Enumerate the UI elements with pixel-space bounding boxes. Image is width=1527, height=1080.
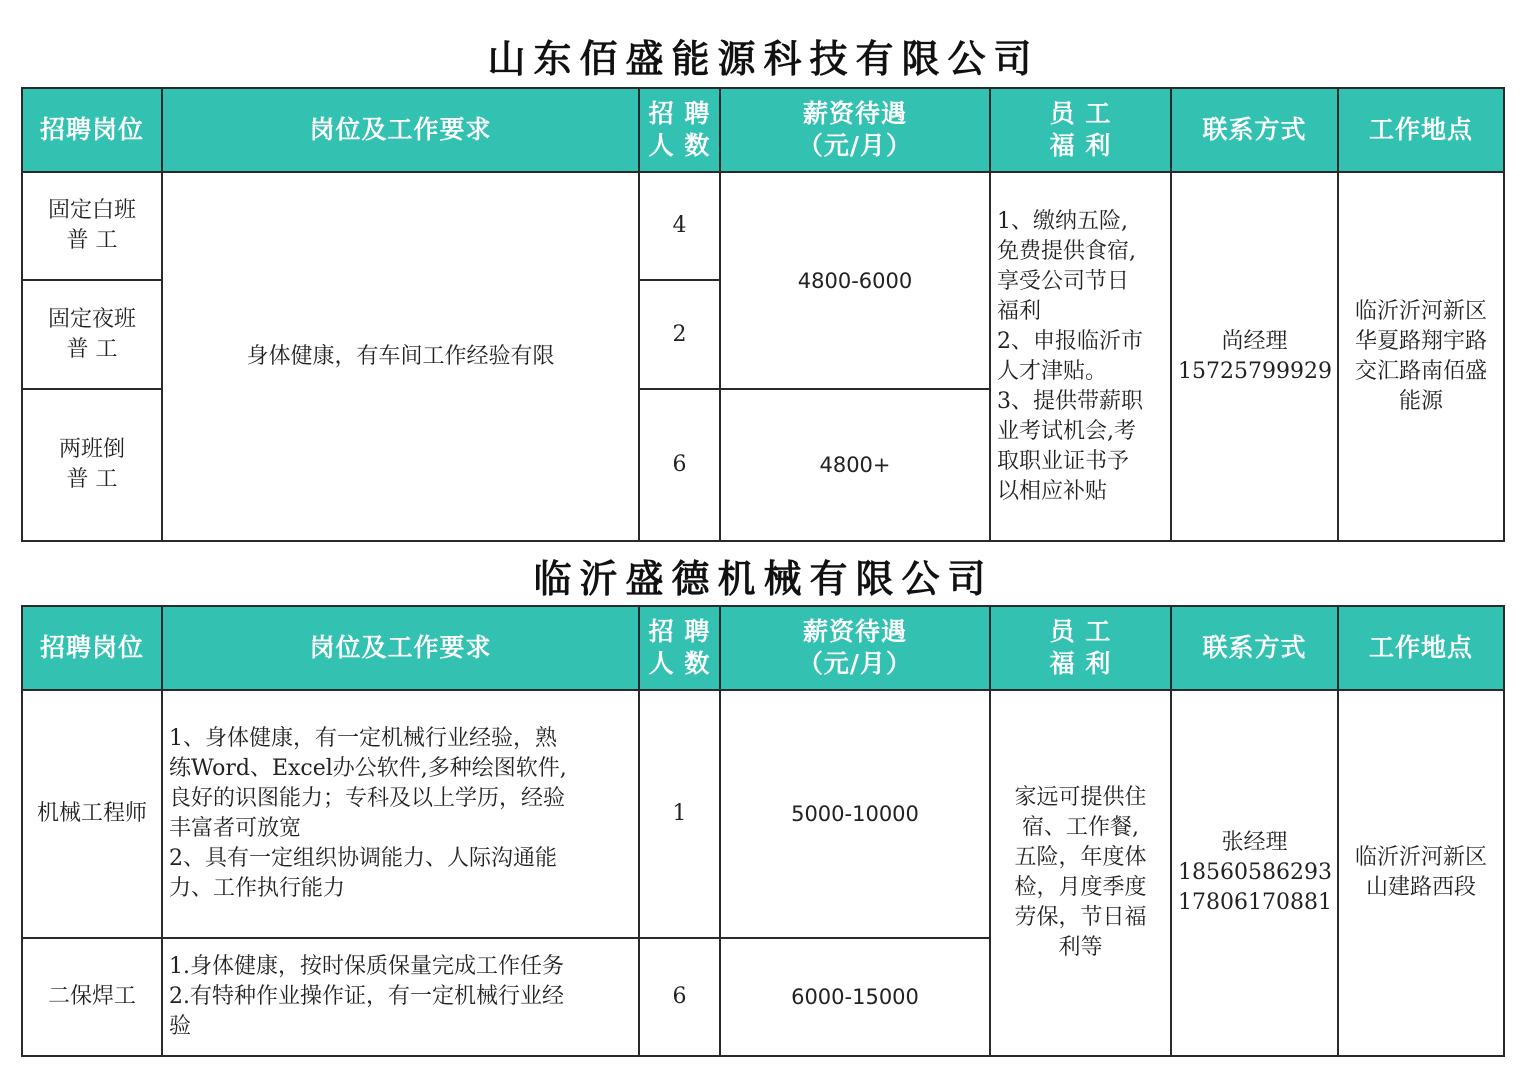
header-location: 工作地点 <box>1338 88 1504 172</box>
location-cell: 临沂沂河新区 山建路西段 <box>1338 690 1504 1056</box>
salary-cell: 4800-6000 <box>720 172 990 389</box>
position-cell: 固定白班 普 工 <box>22 172 162 280</box>
header-position: 招聘岗位 <box>22 606 162 690</box>
header-location: 工作地点 <box>1338 606 1504 690</box>
header-count: 招 聘 人 数 <box>639 88 720 172</box>
table-row <box>22 690 1504 938</box>
count-cell: 2 <box>639 280 720 389</box>
company-title-baisheng: 山东佰盛能源科技有限公司 <box>487 37 1040 81</box>
header-position: 招聘岗位 <box>22 88 162 172</box>
benefits-cell: 家远可提供住 宿、工作餐, 五险，年度体 检，月度季度 劳保，节日福 利等 <box>990 690 1171 1056</box>
salary-cell: 5000-10000 <box>720 690 990 938</box>
position-cell: 固定夜班 普 工 <box>22 280 162 389</box>
header-salary: 薪资待遇 （元/月） <box>720 606 990 690</box>
salary-cell: 6000-15000 <box>720 938 990 1056</box>
position-cell: 两班倒 普 工 <box>22 389 162 541</box>
company-title-shengde: 临沂盛德机械有限公司 <box>533 557 994 601</box>
count-cell: 1 <box>639 690 720 938</box>
count-cell: 6 <box>639 389 720 541</box>
header-requirements: 岗位及工作要求 <box>162 606 639 690</box>
requirements-cell: 1、身体健康，有一定机械行业经验，熟 练Word、Excel办公软件,多种绘图软件, 良好的识图能力；专科及以上学历，经验 丰富者可放宽 2、具有一定组织协调能力、人际沟通能 力、工作执行能力 <box>162 690 639 938</box>
header-benefits: 员 工 福 利 <box>990 88 1171 172</box>
position-cell: 二保焊工 <box>22 938 162 1056</box>
count-cell: 4 <box>639 172 720 280</box>
header-contact: 联系方式 <box>1171 88 1338 172</box>
contact-cell: 张经理 18560586293 17806170881 <box>1171 690 1338 1056</box>
requirements-cell: 1.身体健康，按时保质保量完成工作任务 2.有特种作业操作证，有一定机械行业经 验 <box>162 938 639 1056</box>
header-count: 招 聘 人 数 <box>639 606 720 690</box>
job-table-baisheng <box>21 87 1505 542</box>
header-contact: 联系方式 <box>1171 606 1338 690</box>
header-salary: 薪资待遇 （元/月） <box>720 88 990 172</box>
job-table-shengde <box>21 605 1505 1057</box>
table-header-row <box>22 88 1504 172</box>
header-requirements: 岗位及工作要求 <box>162 88 639 172</box>
benefits-cell: 1、缴纳五险, 免费提供食宿, 享受公司节日 福利 2、申报临沂市 人才津贴。 3、提供带薪职 业考试机会,考 取职业证书予 以相应补贴 <box>990 172 1171 541</box>
table-header-row <box>22 606 1504 690</box>
contact-cell: 尚经理 15725799929 <box>1171 172 1338 541</box>
count-cell: 6 <box>639 938 720 1056</box>
table-row <box>22 172 1504 280</box>
location-cell: 临沂沂河新区 华夏路翔宇路 交汇路南佰盛 能源 <box>1338 172 1504 541</box>
header-benefits: 员 工 福 利 <box>990 606 1171 690</box>
requirements-cell: 身体健康，有车间工作经验有限 <box>162 172 639 541</box>
salary-cell: 4800+ <box>720 389 990 541</box>
position-cell: 机械工程师 <box>22 690 162 938</box>
